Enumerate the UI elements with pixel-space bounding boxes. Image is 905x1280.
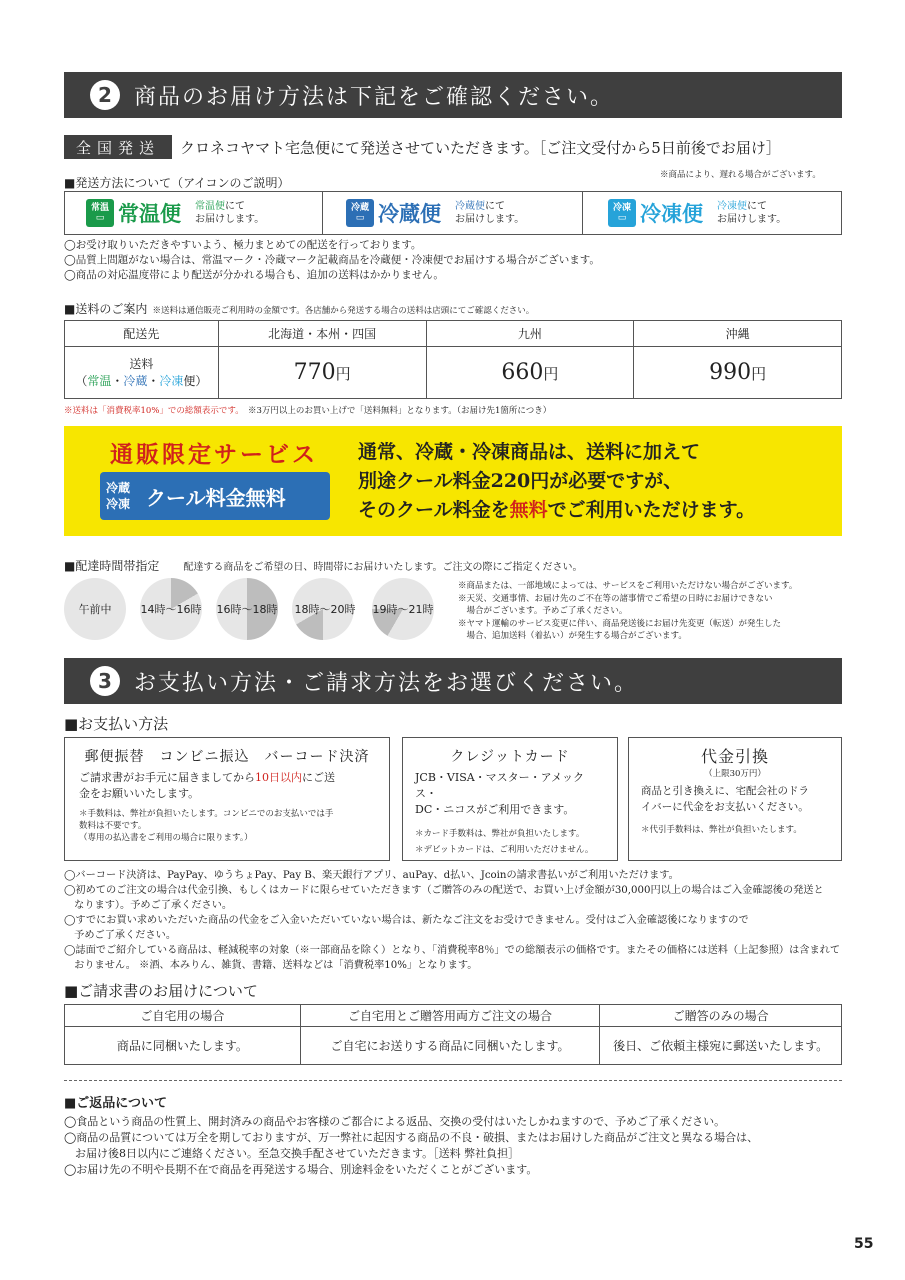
ambient-icon: 常温 ▭ bbox=[86, 199, 114, 227]
icon-legend-chilled: 冷蔵 ▭ 冷蔵便 冷蔵便にて お届けします。 bbox=[346, 191, 524, 235]
delay-note: ※商品により、遅れる場合がございます。 bbox=[660, 170, 821, 180]
timeslot-notes: ※商品または、一部地域によっては、サービスをご利用いただけない場合がございます。 ※天災、交通事情、お届け先のご不在等の諸事情でご希望の日時にお届けできない 場合がございます。予めご了承ください。 ※ヤマト運輸のサービス変更に伴い、商品発送後にお届け先変更（転送）が発生した 場合、追加送料（着払い）が発生する場合がございます。 bbox=[458, 581, 798, 641]
chilled-name: 冷蔵便 bbox=[378, 201, 441, 226]
payment-box-credit: クレジットカード JCB・VISA・マスター・アメックス・ DC・ニコスがご利用できます。 ＊カード手数料は、弊社が負担いたします。 ＊デビットカードは、ご利用いただけません。 bbox=[402, 737, 618, 861]
ambient-name: 常温便 bbox=[118, 201, 181, 226]
fee-heading: ■送料のご案内 ※送料は通信販売ご利用時の金額です。各店舗から発送する場合の送料は店頭にてご確認ください。 bbox=[64, 302, 535, 316]
frozen-icon: 冷凍 ▭ bbox=[608, 199, 636, 227]
icon-legend-frozen: 冷凍 ▭ 冷凍便 冷凍便にて お届けします。 bbox=[608, 191, 786, 235]
shipping-text: クロネコヤマト宅急便にて発送させていただきます。［ご注文受付から5日前後でお届け］ bbox=[180, 139, 781, 157]
timeslot-label: 18時～20時 bbox=[294, 603, 356, 616]
returns-text: ◯食品という商品の性質上、開封済みの商品やお客様のご都合による返品、交換の受付はいたしかねますので、予めご了承ください。 ◯商品の品質については万全を期しておりますが、万一弊社に起因する商品の不良・破損、またはお届けした商品がご注文と異なる場合は、 お届け後8日以内にご連絡ください。至急交換手配させていただきます。［送料 弊社負担］ ◯お届け先の不明や長期不在で商品を再発送する場合、別途料金をいただくことがございます。 bbox=[64, 1115, 759, 1176]
timeslot-heading: ■配達時間帯指定 配達する商品をご希望の日、時間帯にお届けいたします。ご注文の際にご指定ください。 bbox=[64, 559, 583, 573]
timeslot-label: 14時～16時 bbox=[140, 603, 202, 616]
timeslot-label: 午前中 bbox=[78, 603, 112, 616]
fee-footnote: ※送料は「消費税率10%」での総額表示です。 ※3万円以上のお買い上げで「送料無料」となります。（お届け先1箇所につき） bbox=[64, 406, 552, 416]
price-okinawa: 990円 bbox=[634, 347, 842, 399]
divider bbox=[64, 1080, 842, 1081]
page-number: 55 bbox=[854, 1236, 874, 1252]
shipping-notes: ◯お受け取りいただきやすいよう、極力まとめての配送を行っております。 ◯品質上問題がない場合は、常温マーク・冷蔵マーク記載商品を冷蔵便・冷凍便でお届けする場合がございます。 ◯商品の対応温度帯により配送が分かれる場合も、追加の送料はかかりません。 bbox=[64, 239, 600, 281]
section-number: 3 bbox=[90, 666, 120, 696]
promo-title: 通販限定サービス bbox=[110, 442, 318, 468]
timeslot-label: 16時～18時 bbox=[216, 603, 278, 616]
price-kyushu: 660円 bbox=[426, 347, 634, 399]
payment-heading: ■お支払い方法 bbox=[64, 715, 169, 733]
payment-box-transfer: 郵便振替 コンビニ振込 バーコード決済 ご請求書がお手元に届きましてから10日以内にご送 金をお願いいたします。 ＊手数料は、弊社が負担いたします。コンビニでのお支払いでは手 数料は不要です。 （専用の払込書をご利用の場合に限ります。） bbox=[64, 737, 390, 861]
chilled-icon: 冷蔵 ▭ bbox=[346, 199, 374, 227]
shipping-fee-table: 配送先 北海道・本州・四国 九州 沖縄 送料 （常温・冷蔵・冷凍便） 770円 660円 990円 bbox=[64, 320, 842, 399]
returns-heading: ■ご返品について bbox=[64, 1096, 168, 1111]
method-heading: ■発送方法について（アイコンのご説明） bbox=[64, 176, 290, 190]
payment-notes: ◯バーコード決済は、PayPay、ゆうちょPay、Pay B、楽天銀行アプリ、auPay、d払い、Jcoinの請求書払いがご利用いただけます。 ◯初めてのご注文の場合は代金引換、もしくはカードに限らせていただきます（ご贈答のみの配送で、お買い上げ金額が30,000円以上の場合はご入金確認後の発送と なります）。予めご了承ください。 ◯すでにお買い求めいただいた商品の代金をご入金いただいていない場合は、新たなご注文をお受けできません。受付はご入金確認後になりますので 予めご了承ください。 ◯誌面でご紹介している商品は、軽減税率の対象（※一部商品を除く）となり、「消費税率8％」での総額表示の価格です。またその価格には送料（上記参照）は含まれて おりません。 ※酒、本みりん、雑貨、書籍、送料などは「消費税率10%」となります。 bbox=[64, 870, 841, 971]
invoice-table: ご自宅用の場合 ご自宅用とご贈答用両方ご注文の場合 ご贈答のみの場合 商品に同梱いたします。 ご自宅にお送りする商品に同梱いたします。 後日、ご依頼主様宛に郵送いたします。 bbox=[64, 1004, 842, 1065]
frozen-name: 冷凍便 bbox=[640, 201, 703, 226]
invoice-heading: ■ご請求書のお届けについて bbox=[64, 982, 258, 1000]
payment-box-cod: 代金引換 （上限30万円） 商品と引き換えに、宅配会社のドラ イバーに代金をお支払いください。 ＊代引手数料は、弊社が負担いたします。 bbox=[628, 737, 842, 861]
section-number: 2 bbox=[90, 80, 120, 110]
nationwide-badge: 全国発送 bbox=[64, 135, 172, 159]
section-2-header bbox=[64, 72, 842, 118]
promo-text: 通常、冷蔵・冷凍商品は、送料に加えて 別途クール料金220円が必要ですが、 そのクール料金を無料でご利用いただけます。 bbox=[358, 441, 756, 521]
section-3-header bbox=[64, 658, 842, 704]
timeslot-label: 19時～21時 bbox=[372, 603, 434, 616]
section-title: お支払い方法・ご請求方法をお選びください。 bbox=[134, 670, 639, 696]
cool-free-badge: 冷蔵 冷凍 クール料金無料 bbox=[100, 472, 330, 520]
price-honshu: 770円 bbox=[218, 347, 426, 399]
section-title: 商品のお届け方法は下記をご確認ください。 bbox=[134, 84, 615, 110]
icon-legend-ambient: 常温 ▭ 常温便 常温便にて お届けします。 bbox=[86, 191, 264, 235]
